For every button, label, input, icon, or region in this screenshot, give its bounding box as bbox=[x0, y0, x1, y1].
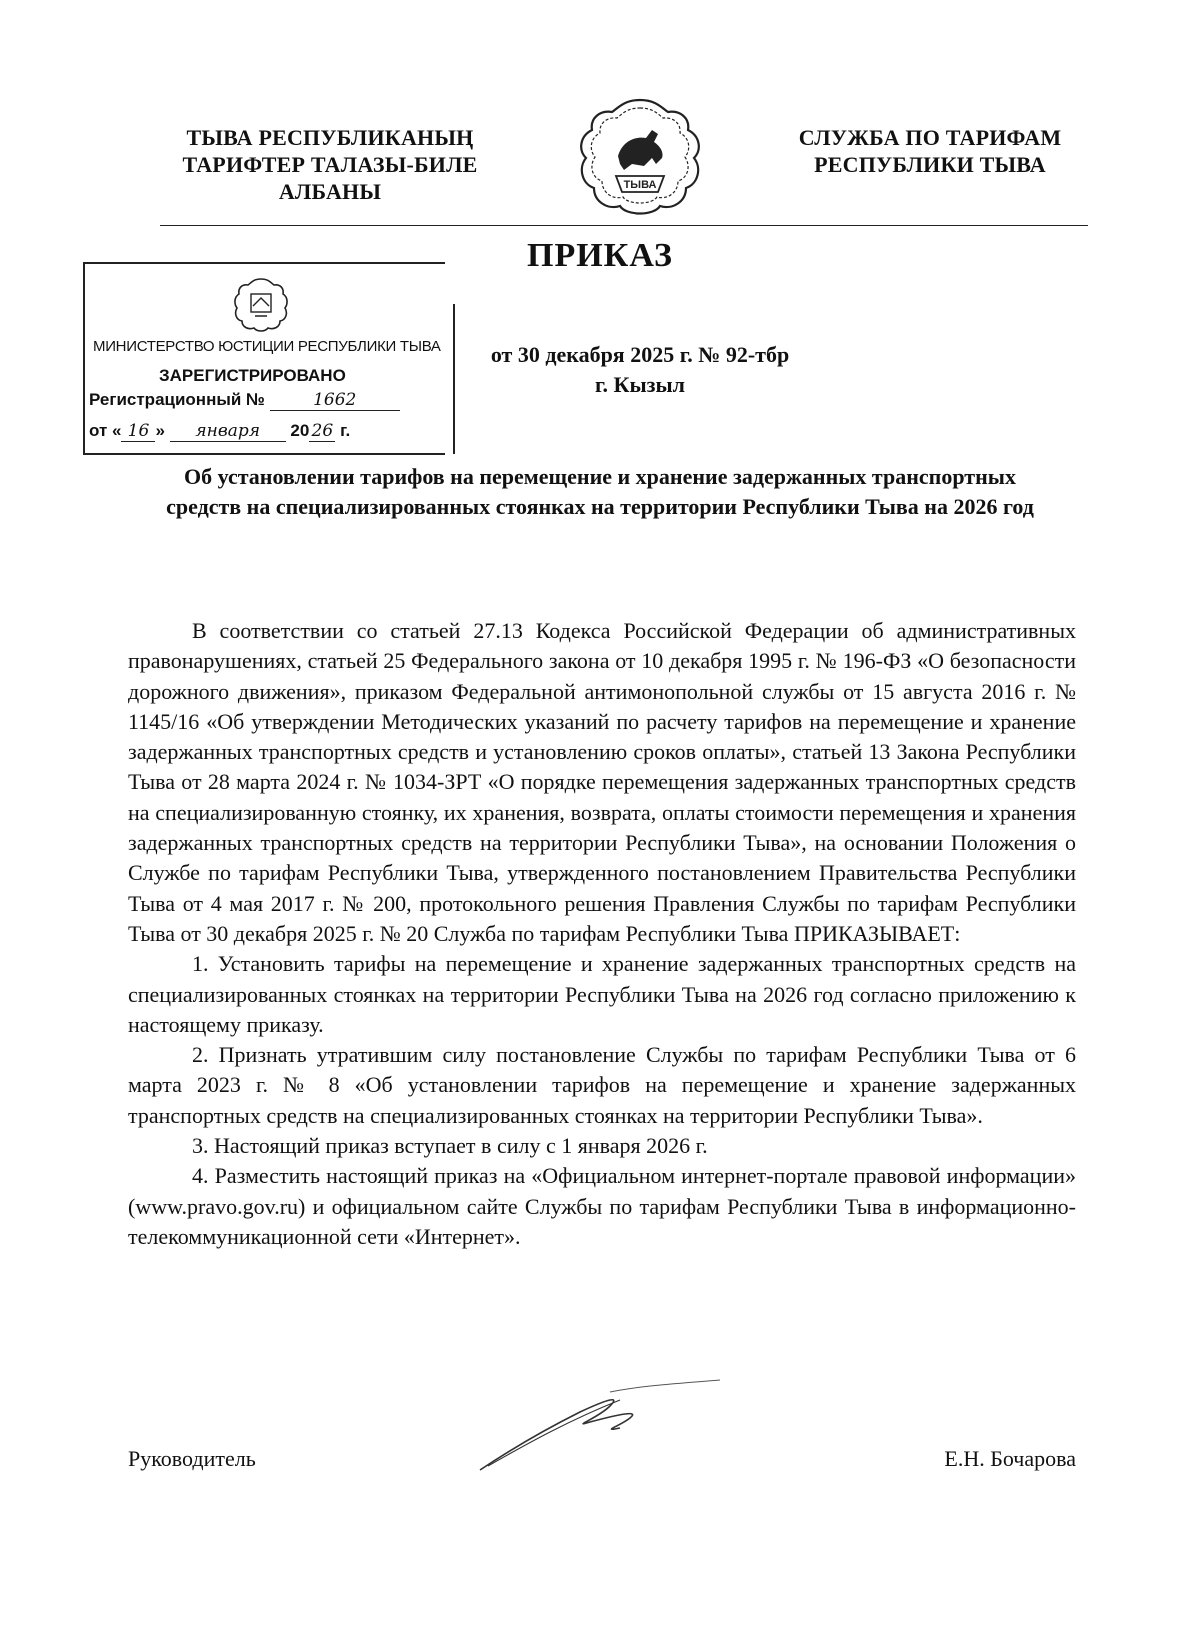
body-paragraph: 4. Разместить настоящий приказ на «Официальном интернет-портале правовой информации» (www.pravo.gov.ru) и официальном сайте Службы по тарифам Республики Тыва в информационно-телекоммуникационной сети «Интернет». bbox=[128, 1163, 1076, 1249]
order-city: г. Кызыл bbox=[595, 372, 685, 397]
stamp-year-prefix: 20 bbox=[290, 421, 310, 440]
header-left-line: ТЫВА РЕСПУБЛИКАНЫҢ bbox=[186, 125, 474, 150]
stamp-reg-label: Регистрационный № bbox=[89, 390, 265, 409]
header-left-line: АЛБАНЫ bbox=[278, 179, 382, 204]
header-divider bbox=[160, 225, 1088, 226]
ministry-emblem-icon bbox=[233, 276, 289, 332]
stamp-status: ЗАРЕГИСТРИРОВАНО bbox=[159, 366, 346, 385]
order-meta bbox=[450, 340, 830, 400]
handwritten-signature-icon bbox=[470, 1370, 740, 1480]
registration-stamp bbox=[83, 262, 445, 455]
body-paragraph: 1. Установить тарифы на перемещение и хранение задержанных транспортных средств на специализированных стоянках на территории Республики Тыва на 2026 год согласно приложению к настоящему приказу. bbox=[128, 951, 1076, 1037]
document-title: ПРИКАЗ bbox=[527, 237, 673, 274]
stamp-date-day: 16 bbox=[121, 421, 155, 442]
stamp-date-row bbox=[89, 421, 350, 442]
tuva-coat-of-arms-icon bbox=[560, 94, 720, 224]
stamp-reg-number: 1662 bbox=[270, 390, 400, 411]
stamp-year-suffix: 26 bbox=[309, 421, 335, 442]
order-body bbox=[128, 616, 1076, 1252]
signatory-name: Е.Н. Бочарова bbox=[944, 1446, 1076, 1471]
header-russian-name bbox=[780, 124, 1080, 178]
header-tuvan-name bbox=[165, 124, 495, 205]
header-right-line: СЛУЖБА ПО ТАРИФАМ bbox=[798, 125, 1062, 150]
stamp-date-mid: » bbox=[155, 421, 165, 440]
stamp-date-month: января bbox=[170, 421, 286, 442]
stamp-date-prefix: от « bbox=[89, 421, 122, 440]
order-date-number: от 30 декабря 2025 г. № 92-тбр bbox=[490, 342, 790, 367]
body-paragraph: 2. Признать утратившим силу постановление Службы по тарифам Республики Тыва от 6 марта 2023 г. № 8 «Об установлении тарифов на перемещение и хранение задержанных транспортных средств на специализированных стоянках на территории Республики Тыва». bbox=[128, 1042, 1076, 1128]
body-paragraph: В соответствии со статьей 27.13 Кодекса Российской Федерации об административных правонарушениях, статьей 25 Федерального закона от 10 декабря 1995 г. № 196-ФЗ «О безопасности дорожного движения», приказом Федеральной антимонопольной службы от 15 августа 2016 г. № 1145/16 «Об утверждении Методических указаний по расчету тарифов на перемещение и хранение задержанных транспортных средств и установлению сроков оплаты», статьей 13 Закона Республики Тыва от 28 марта 2024 г. № 1034-ЗРТ «О порядке перемещения задержанных транспортных средств на специализированную стоянку, их хранения, возврата, оплаты стоимости перемещения и хранения задержанных транспортных средств на территории Республики Тыва», на основании Положения о Службе по тарифам Республики Тыва, утвержденного постановлением Правительства Республики Тыва от 4 мая 2017 г. № 200, протокольного решения Правления Службы по тарифам Республики Тыва от 30 декабря 2025 г. № 20 Служба по тарифам Республики Тыва ПРИКАЗЫВАЕТ: bbox=[128, 618, 1076, 946]
header-right-line: РЕСПУБЛИКИ ТЫВА bbox=[814, 152, 1046, 177]
stamp-reg-row bbox=[89, 390, 400, 411]
body-paragraph: 3. Настоящий приказ вступает в силу с 1 января 2026 г. bbox=[192, 1133, 708, 1159]
header-left-line: ТАРИФТЕР ТАЛАЗЫ-БИЛЕ bbox=[182, 152, 478, 177]
stamp-ministry: МИНИСТЕРСТВО ЮСТИЦИИ РЕСПУБЛИКИ ТЫВА bbox=[93, 338, 441, 355]
emblem-text: ТЫВА bbox=[623, 179, 657, 191]
order-subject: Об установлении тарифов на перемещение и хранение задержанных транспортных средств на специализированных стоянках на территории Республики Тыва на 2026 год bbox=[166, 464, 1034, 519]
signatory-position: Руководитель bbox=[128, 1446, 256, 1471]
stamp-year-end: г. bbox=[340, 421, 351, 440]
